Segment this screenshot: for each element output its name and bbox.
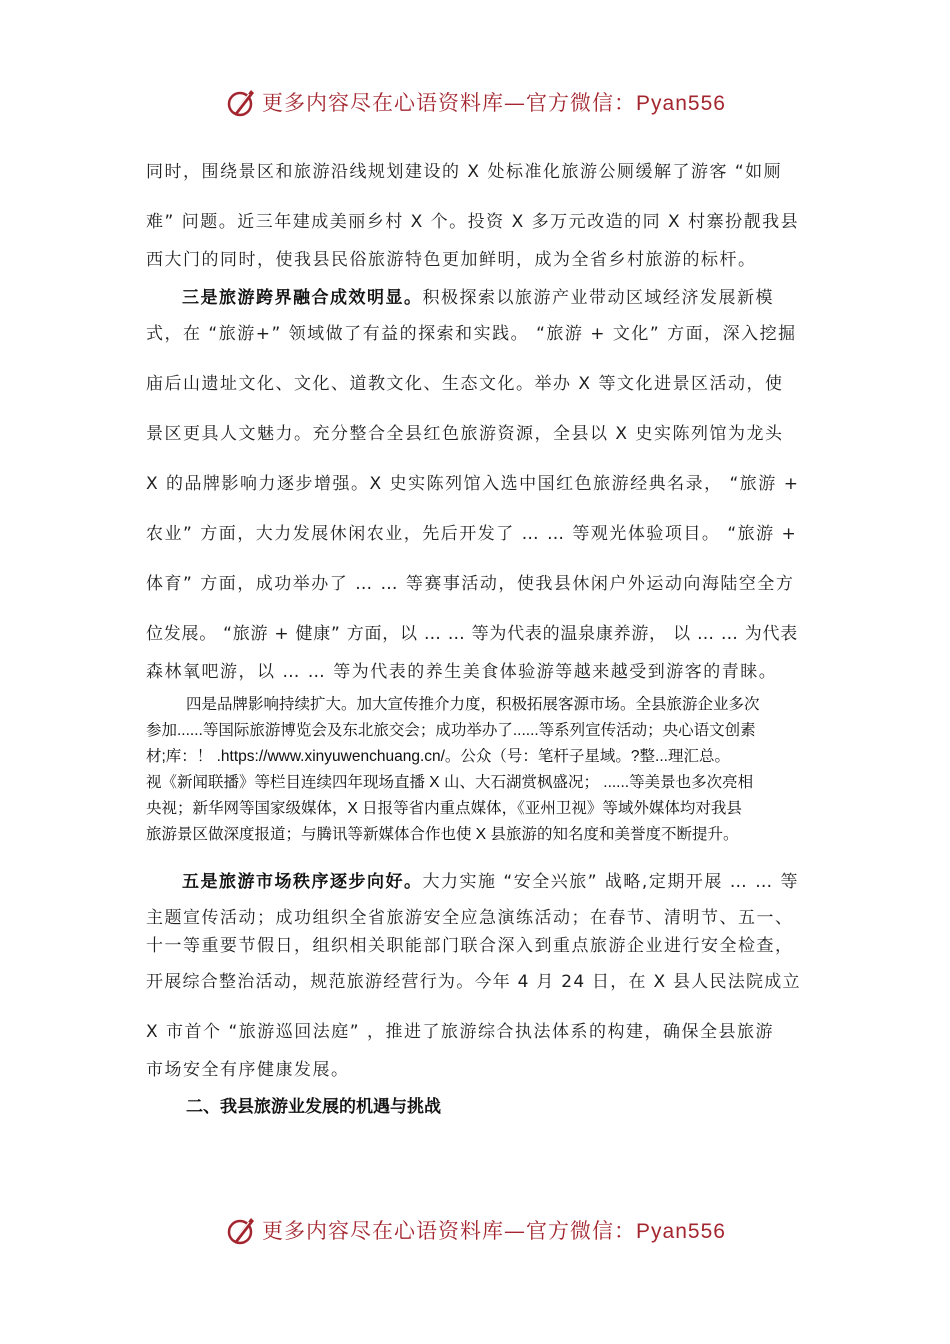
banner-wechat-id: Pyan556 — [636, 1220, 726, 1243]
banner-text — [262, 87, 726, 117]
p2-line-5: X 的品牌影响力逐步增强。X 史实陈列馆入选中国红色旅游经典名录， “旅游 + — [146, 474, 800, 494]
header-banner — [0, 82, 950, 122]
p3-line-4: 视《新闻联播》等栏目连续四年现场直播 X 山、大石湖赏枫盛况； ......等美景也多次亮相 — [146, 774, 754, 791]
p4-line-5: X 市首个 “旅游巡回法庭” ，推进了旅游综合执法体系的构建，确保全县旅游 — [146, 1022, 774, 1042]
p1-line-1: 同时，围绕景区和旅游沿线规划建设的 X 处标准化旅游公厕缓解了游客 “如厕 — [146, 162, 783, 182]
p3-line-1: 四是品牌影响持续扩大。加大宣传推介力度，积极拓展客源市场。全县旅游企业多次 — [186, 696, 760, 713]
p4-line-4: 开展综合整治活动，规范旅游经营行为。今年 4 月 24 日，在 X 县人民法院成立 — [146, 972, 801, 992]
p1-line-3: 西大门的同时，使我县民俗旅游特色更加鲜明，成为全省乡村旅游的标杆。 — [146, 250, 757, 270]
banner-text — [262, 1215, 726, 1245]
p4-first-text: 大力实施 “安全兴旅” 战略,定期开展 … … 等 — [422, 872, 800, 892]
p2-first-text: 积极探索以旅游产业带动区域经济发展新模 — [422, 288, 774, 308]
quill-pen-icon — [224, 85, 258, 119]
banner-slogan: 更多内容尽在心语资料库—官方微信： — [262, 1219, 637, 1243]
p1-line-2: 难” 问题。近三年建成美丽乡村 X 个。投资 X 多万元改造的同 X 村寨扮靓我县 — [146, 212, 800, 232]
p3-line-3: 材;库：！ .https://www.xinyuwenchuang.cn/。公众（号：笔杆子星域。?整...理汇总。 — [146, 748, 730, 765]
p2-line-8: 位发展。 “旅游 + 健康” 方面，以 … … 等为代表的温泉康养游， 以 … … 为代表 — [146, 624, 799, 644]
p2-line-9: 森林氧吧游，以 … … 等为代表的养生美食体验游等越来越受到游客的青睐。 — [146, 662, 778, 682]
banner-slogan: 更多内容尽在心语资料库—官方微信： — [262, 91, 637, 115]
p4-line-3: 十一等重要节假日，组织相关职能部门联合深入到重点旅游企业进行安全检查， — [146, 936, 794, 956]
p2-line-7: 体育” 方面，成功举办了 … … 等赛事活动，使我县休闲户外运动向海陆空全方 — [146, 574, 795, 594]
p2-line-1 — [182, 283, 774, 308]
p3-line-2: 参加......等国际旅游博览会及东北旅交会；成功举办了......等系列宣传活动；央心语文创素 — [146, 722, 756, 739]
p4-heading: 五是旅游市场秩序逐步向好。 — [182, 872, 423, 892]
p2-line-3: 庙后山遗址文化、文化、道教文化、生态文化。举办 X 等文化进景区活动，使 — [146, 374, 784, 394]
footer-banner — [0, 1210, 950, 1250]
section-heading: 二、我县旅游业发展的机遇与挑战 — [186, 1097, 441, 1116]
p4-line-2: 主题宣传活动；成功组织全省旅游安全应急演练活动；在春节、清明节、五一、 — [146, 908, 794, 928]
p2-line-6: 农业” 方面，大力发展休闲农业，先后开发了 … … 等观光体验项目。 “旅游 + — [146, 524, 798, 544]
p3-line-5: 央视；新华网等国家级媒体，X 日报等省内重点媒体，《亚州卫视》等域外媒体均对我县 — [146, 800, 742, 817]
quill-pen-icon — [224, 1213, 258, 1247]
banner-wechat-id: Pyan556 — [636, 92, 726, 115]
p2-line-4: 景区更具人文魅力。充分整合全县红色旅游资源，全县以 X 史实陈列馆为龙头 — [146, 424, 784, 444]
p2-line-2: 式，在 “旅游+” 领域做了有益的探索和实践。 “旅游 + 文化” 方面，深入挖掘 — [146, 324, 797, 344]
p4-line-1 — [182, 867, 799, 892]
p4-line-6: 市场安全有序健康发展。 — [146, 1060, 350, 1080]
p3-line-6: 旅游景区做深度报道；与腾讯等新媒体合作也使 X 县旅游的知名度和美誉度不断提升。 — [146, 826, 739, 843]
p2-heading: 三是旅游跨界融合成效明显。 — [182, 288, 423, 308]
